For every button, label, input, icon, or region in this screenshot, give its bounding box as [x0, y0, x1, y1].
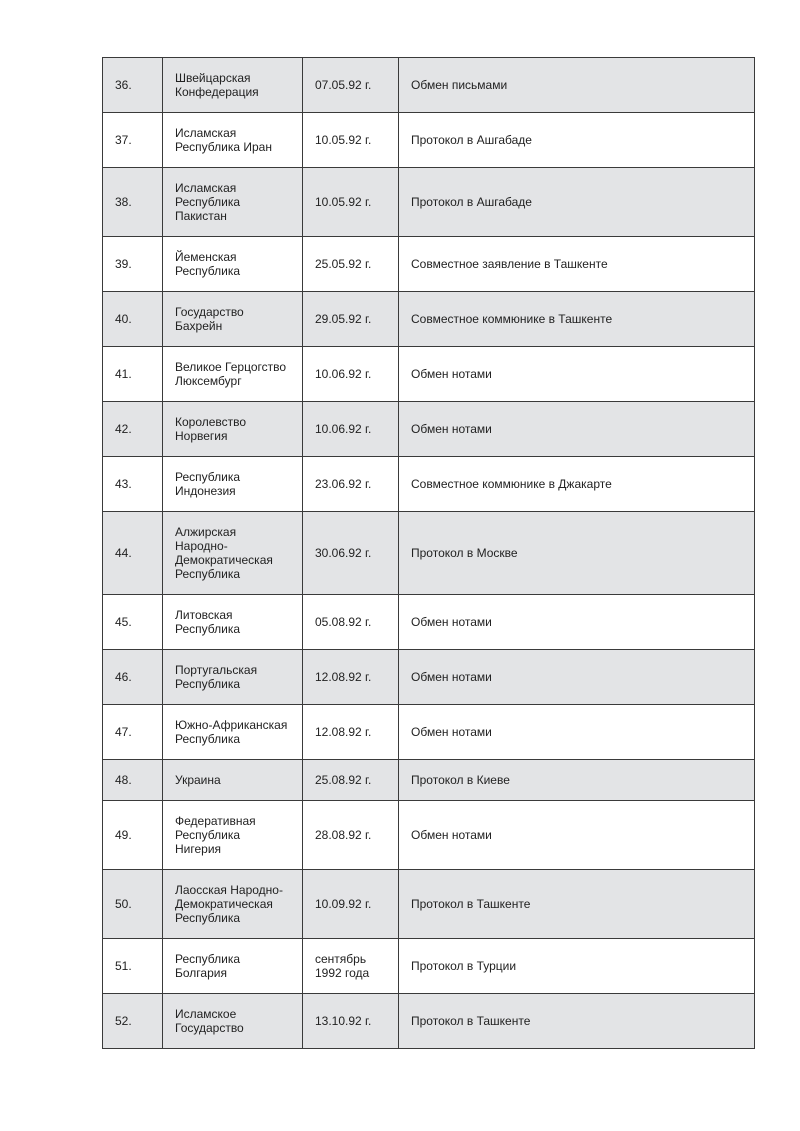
- establish-date: 10.09.92 г.: [315, 897, 372, 911]
- row-number: 45.: [103, 595, 163, 650]
- recognition-table: [102, 57, 755, 1049]
- row-number: 39.: [103, 237, 163, 292]
- establish-date: 12.08.92 г.: [315, 725, 372, 739]
- table-row: [103, 113, 755, 168]
- document-type: Обмен нотами: [399, 801, 755, 870]
- establish-date: 30.06.92 г.: [315, 546, 372, 560]
- row-number: 50.: [103, 870, 163, 939]
- document-type: Совместное коммюнике в Джакарте: [399, 457, 755, 512]
- document-type: Протокол в Турции: [399, 939, 755, 994]
- document-type: Протокол в Москве: [399, 512, 755, 595]
- country-name: Лаосская Народно- Демократическая Республика: [175, 883, 283, 925]
- establish-date: 05.08.92 г.: [315, 615, 372, 629]
- row-number: 46.: [103, 650, 163, 705]
- table-row: [103, 347, 755, 402]
- document-type: Протокол в Ашгабаде: [399, 168, 755, 237]
- country-name: Швейцарская Конфедерация: [175, 71, 259, 99]
- country-name: Литовская Республика: [175, 608, 241, 636]
- establish-date: 23.06.92 г.: [315, 477, 372, 491]
- establish-date: 07.05.92 г.: [315, 78, 372, 92]
- row-number: 52.: [103, 994, 163, 1049]
- document-type: Обмен письмами: [399, 58, 755, 113]
- establish-date: сентябрь 1992 года: [315, 952, 370, 980]
- table-row: [103, 870, 755, 939]
- country-name: Республика Болгария: [175, 952, 241, 980]
- document-type: Протокол в Киеве: [399, 760, 755, 801]
- table-row: [103, 457, 755, 512]
- document-type: Обмен нотами: [399, 705, 755, 760]
- country-name: Португальская Республика: [175, 663, 258, 691]
- row-number: 47.: [103, 705, 163, 760]
- table-row: [103, 801, 755, 870]
- establish-date: 10.05.92 г.: [315, 133, 372, 147]
- row-number: 41.: [103, 347, 163, 402]
- table-row: [103, 760, 755, 801]
- row-number: 42.: [103, 402, 163, 457]
- table-row: [103, 292, 755, 347]
- country-name: Государство Бахрейн: [175, 305, 244, 333]
- table-row: [103, 168, 755, 237]
- row-number: 38.: [103, 168, 163, 237]
- country-name: Федеративная Республика Нигерия: [175, 814, 256, 856]
- document-type: Протокол в Ашгабаде: [399, 113, 755, 168]
- document-type: Совместное заявление в Ташкенте: [399, 237, 755, 292]
- country-name: Украина: [175, 773, 221, 787]
- establish-date: 28.08.92 г.: [315, 828, 372, 842]
- table-row: [103, 512, 755, 595]
- country-name: Южно-Африканская Республика: [175, 718, 288, 746]
- document-type: Обмен нотами: [399, 650, 755, 705]
- document-type: Обмен нотами: [399, 595, 755, 650]
- document-type: Обмен нотами: [399, 402, 755, 457]
- table-row: [103, 994, 755, 1049]
- table-row: [103, 58, 755, 113]
- row-number: 40.: [103, 292, 163, 347]
- establish-date: 13.10.92 г.: [315, 1014, 372, 1028]
- country-name: Королевство Норвегия: [175, 415, 247, 443]
- table-row: [103, 650, 755, 705]
- country-name: Йеменская Республика: [175, 250, 241, 278]
- country-name: Исламская Республика Иран: [175, 126, 272, 154]
- row-number: 49.: [103, 801, 163, 870]
- establish-date: 10.06.92 г.: [315, 422, 372, 436]
- establish-date: 25.05.92 г.: [315, 257, 372, 271]
- document-type: Протокол в Ташкенте: [399, 994, 755, 1049]
- country-name: Исламская Республика Пакистан: [175, 181, 241, 223]
- establish-date: 29.05.92 г.: [315, 312, 372, 326]
- table-row: [103, 939, 755, 994]
- country-name: Республика Индонезия: [175, 470, 241, 498]
- row-number: 51.: [103, 939, 163, 994]
- document-type: Обмен нотами: [399, 347, 755, 402]
- table-row: [103, 705, 755, 760]
- country-name: Великое Герцогство Люксембург: [175, 360, 287, 388]
- row-number: 36.: [103, 58, 163, 113]
- establish-date: 25.08.92 г.: [315, 773, 372, 787]
- row-number: 37.: [103, 113, 163, 168]
- establish-date: 10.05.92 г.: [315, 195, 372, 209]
- table-row: [103, 595, 755, 650]
- document-type: Протокол в Ташкенте: [399, 870, 755, 939]
- establish-date: 10.06.92 г.: [315, 367, 372, 381]
- table-row: [103, 402, 755, 457]
- row-number: 43.: [103, 457, 163, 512]
- row-number: 48.: [103, 760, 163, 801]
- row-number: 44.: [103, 512, 163, 595]
- document-type: Совместное коммюнике в Ташкенте: [399, 292, 755, 347]
- country-name: Алжирская Народно- Демократическая Республика: [175, 525, 273, 581]
- country-name: Исламское Государство: [175, 1007, 244, 1035]
- establish-date: 12.08.92 г.: [315, 670, 372, 684]
- table-row: [103, 237, 755, 292]
